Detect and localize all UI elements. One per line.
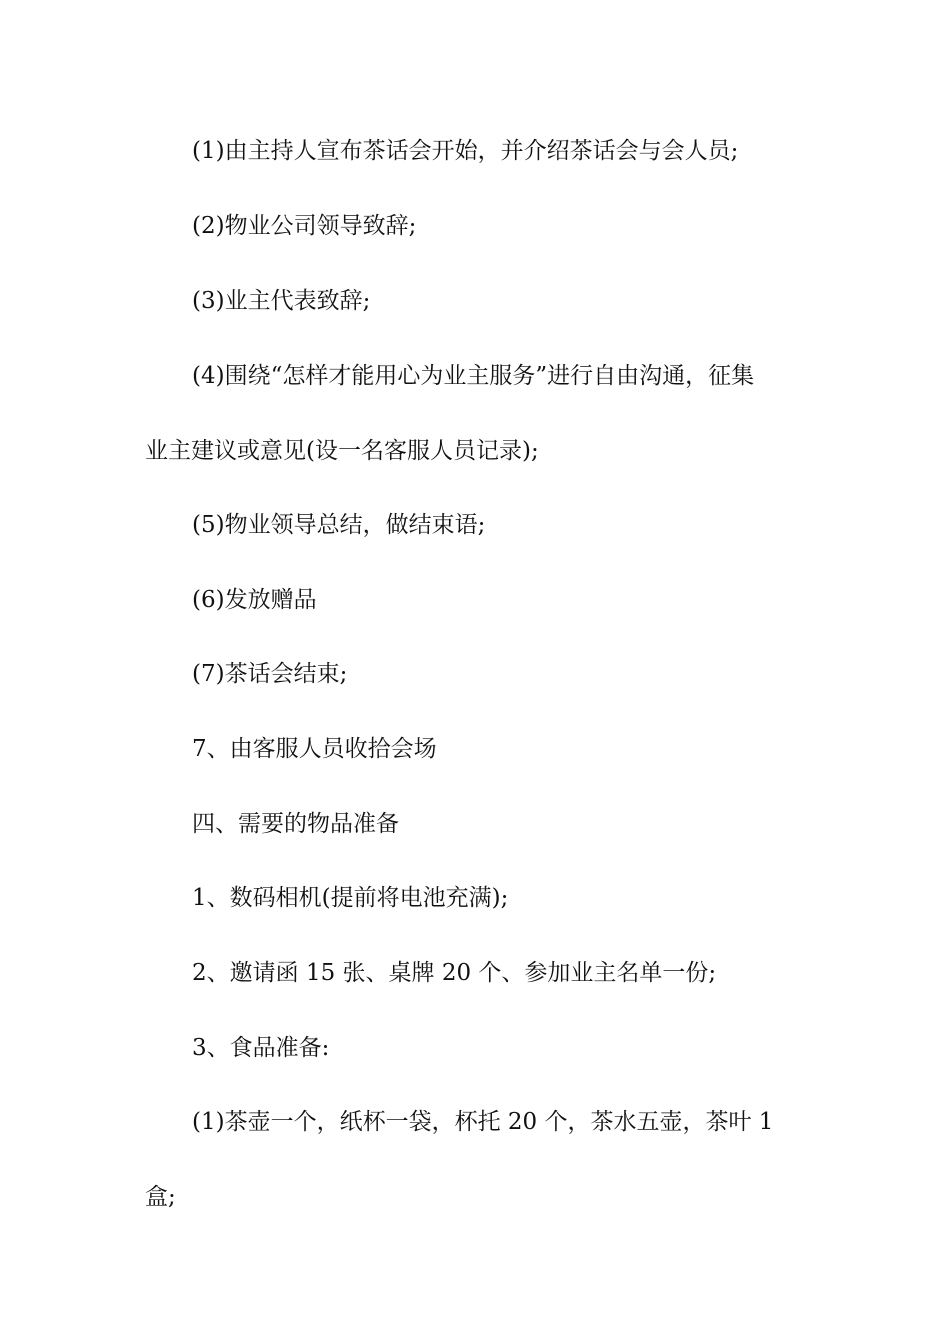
agenda-item-4-continued: 业主建议或意见(设一名客服人员记录); — [145, 438, 539, 464]
step-7: 7、由客服人员收拾会场 — [192, 736, 437, 762]
agenda-item-4: (4)围绕“怎样才能用心为业主服务”进行自由沟通，征集 — [192, 363, 755, 389]
agenda-item-5: (5)物业领导总结，做结束语; — [192, 512, 486, 538]
supply-item-1: 1、数码相机(提前将电池充满); — [192, 885, 509, 911]
agenda-item-7: (7)茶话会结束; — [192, 661, 348, 687]
agenda-item-3: (3)业主代表致辞; — [192, 288, 371, 314]
agenda-item-6: (6)发放赠品 — [192, 587, 317, 613]
agenda-item-2: (2)物业公司领导致辞; — [192, 213, 417, 239]
supply-item-2: 2、邀请函 15 张、桌牌 20 个、参加业主名单一份; — [192, 960, 717, 986]
agenda-item-1: (1)由主持人宣布茶话会开始，并介绍茶话会与会人员; — [192, 138, 739, 164]
food-item-1: (1)茶壶一个，纸杯一袋，杯托 20 个，茶水五壶，茶叶 1 — [192, 1109, 774, 1135]
supply-item-3: 3、食品准备: — [192, 1035, 330, 1061]
food-item-1-continued: 盒; — [145, 1184, 176, 1210]
section-heading-4: 四、需要的物品准备 — [192, 811, 399, 837]
